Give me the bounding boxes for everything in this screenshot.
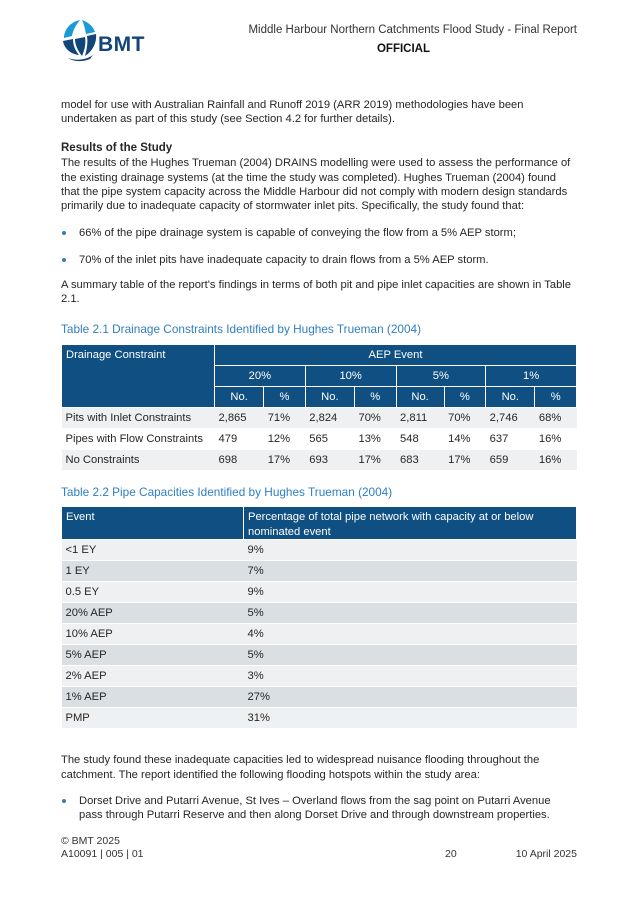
list-item: 66% of the pipe drainage system is capable of conveying the flow from a 5% AEP storm;: [61, 226, 577, 240]
footer-date: 10 April 2025: [515, 848, 577, 860]
table-header-event: 5%: [396, 365, 486, 386]
pipe-capacities-table: [61, 506, 577, 729]
table-subheader-no: No.: [486, 386, 535, 407]
table-header-aep: AEP Event: [215, 344, 577, 365]
bullet-icon: [62, 799, 66, 803]
table-row: 0.5 EY 9%: [62, 582, 577, 603]
table-subheader-pct: %: [444, 386, 486, 407]
table-row: No Constraints 698 17% 693 17% 683 17% 659 16%: [62, 449, 577, 470]
table-row: 20% AEP 5%: [62, 603, 577, 624]
table-row: Pipes with Flow Constraints 479 12% 565 13% 548 14% 637 16%: [62, 428, 577, 449]
results-paragraph: The results of the Hughes Trueman (2004) DRAINS modelling were used to assess the performance of the existing drainage systems (at the time the study was completed). Hughes Trueman (2004) found that the pipe system capacity across the Middle Harbour did not comply with modern design standards primarily due to inadequate capacity of stormwater inlet pits. Specifically, the study found that:: [61, 157, 571, 213]
drainage-constraints-table: [61, 344, 577, 471]
table-subheader-no: No.: [305, 386, 354, 407]
table-row: Pits with Inlet Constraints 2,865 71% 2,824 70% 2,811 70% 2,746 68%: [62, 407, 577, 428]
list-item: 70% of the inlet pits have inadequate capacity to drain flows from a 5% AEP storm.: [61, 253, 577, 267]
table-row: <1 EY 9%: [62, 540, 577, 561]
page-number: 20: [445, 848, 457, 860]
table-header-event: 1%: [486, 365, 577, 386]
table-row: 5% AEP 5%: [62, 645, 577, 666]
table-header-event: Event: [62, 507, 244, 540]
table-header-event: 10%: [305, 365, 396, 386]
summary-paragraph: A summary table of the report's findings in terms of both pit and pipe inlet capacities are shown in Table 2.1.: [61, 278, 571, 306]
table-subheader-pct: %: [354, 386, 396, 407]
table-row: 2% AEP 3%: [62, 666, 577, 687]
table-row: 1% AEP 27%: [62, 687, 577, 708]
list-item: Dorset Drive and Putarri Avenue, St Ives – Overland flows from the sag point on Putarri Avenue pass through Putarri Reserve and then along Dorset Drive and through downstream properties.: [61, 794, 577, 823]
table2-caption: Table 2.2 Pipe Capacities Identified by Hughes Trueman (2004): [61, 484, 393, 499]
table-subheader-no: No.: [215, 386, 264, 407]
findings-list: [61, 226, 577, 268]
table-row: PMP 31%: [62, 708, 577, 729]
table-subheader-pct: %: [264, 386, 306, 407]
bmt-globe-icon: [60, 18, 100, 62]
bullet-icon: [62, 258, 66, 262]
closing-paragraph: The study found these inadequate capacities led to widespread nuisance flooding throughout the catchment. The report identified the following flooding hotspots within the study area:: [61, 754, 540, 781]
bmt-logo-text: BMT: [98, 33, 145, 56]
classification-label: OFFICIAL: [376, 43, 430, 55]
table-row: 1 EY 7%: [62, 561, 577, 582]
table-header-constraint: Drainage Constraint: [62, 344, 215, 407]
table-subheader-pct: %: [535, 386, 577, 407]
table-header-percentage: Percentage of total pipe network with capacity at or below nominated event: [244, 507, 577, 540]
section-heading: Results of the Study: [61, 141, 173, 154]
hotspots-list: [61, 794, 577, 823]
table-row: 10% AEP 4%: [62, 624, 577, 645]
report-title: Middle Harbour Northern Catchments Flood Study - Final Report: [248, 24, 577, 36]
page-content: [61, 98, 577, 823]
table1-caption: Table 2.1 Drainage Constraints Identified by Hughes Trueman (2004): [61, 322, 422, 337]
bmt-logo: [60, 18, 150, 64]
table-header-event: 20%: [215, 365, 306, 386]
intro-paragraph: model for use with Australian Rainfall and Runoff 2019 (ARR 2019) methodologies have been undertaken as part of this study (see Section 4.2 for further details).: [61, 99, 524, 126]
bullet-icon: [62, 231, 66, 235]
copyright: © BMT 2025: [61, 835, 120, 847]
document-reference: A10091 | 005 | 01: [61, 848, 144, 860]
table-subheader-no: No.: [396, 386, 444, 407]
page-footer: [61, 835, 577, 861]
